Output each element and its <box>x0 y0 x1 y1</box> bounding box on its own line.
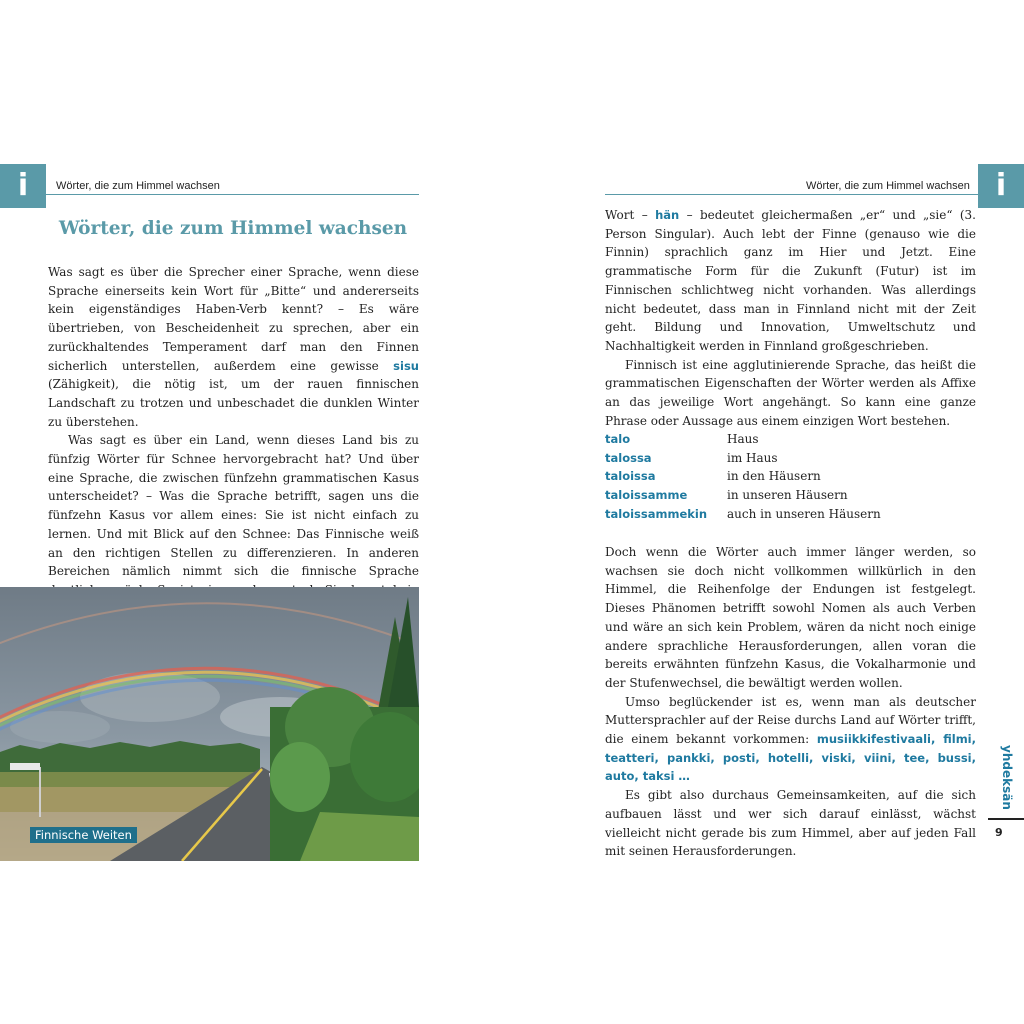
finnish-keyword: musiikkifestivaali, filmi, teatteri, pankki, posti, hotelli, viski, viini, tee, bussi, auto, taksi … <box>605 732 976 784</box>
running-head-right: Wörter, die zum Himmel wachsen <box>806 180 970 192</box>
photo-caption: Finnische Weiten <box>30 827 137 843</box>
finnish-keyword: hän <box>655 208 680 222</box>
header-rule-left <box>46 194 419 195</box>
landscape-photo-rainbow-road <box>0 587 419 861</box>
vocab-row: taloissammekin auch in unseren Häusern <box>605 506 881 521</box>
paragraph: Wort – hän – bedeutet gleichermaßen „er“ und „sie“ (3. Person Singular). Auch lebt der Finne (genauso wie die Finnin) sprachlich ganz im Hier und Jetzt. Eine grammatische Form für die Zukunft (Futur) ist im Finnischen schlichtweg nicht vorhanden. Was allerdings nicht bedeutet, dass man in Finnland nicht mit der Zeit geht. Bildung und Innovation, Umweltschutz und Nachhaltigkeit werden in Finnland großgeschrieben. <box>605 208 976 353</box>
right-body-text-top <box>605 206 976 430</box>
side-page-word: yhdeksän <box>1000 745 1014 810</box>
paragraph: Es gibt also durchaus Gemeinsamkeiten, auf die sich aufbauen lässt und wer sich darauf einlässt, wächst vielleicht nicht gerade bis zum Himmel, aber auf jeden Fall mit seinen Herausforderungen. <box>605 788 976 859</box>
left-body-text <box>48 263 419 637</box>
vocab-row: talossa im Haus <box>605 450 778 465</box>
paragraph: Umso beglückender ist es, wenn man als deutscher Muttersprachler auf der Reise durchs Land auf Wörter trifft, die einem bekannt vorkommen: musiikkifestivaali, filmi, teatteri, pankki, posti, hotelli, viski, viini, tee, bussi, auto, taksi … <box>605 694 976 784</box>
paragraph: Was sagt es über die Sprecher einer Sprache, wenn diese Sprache einerseits kein Wort für „Bitte“ und andererseits kein eigenständiges Haben-Verb kennt? – Es wäre übertrieben, von Bescheidenheit zu sprechen, aber ein zurückhaltendes Temperament darf man den Finnen sicherlich unterstellen, außerdem eine gewisse sisu (Zähigkeit), die nötig ist, um der rauen finnischen Landschaft zu trotzen und unbeschadet die dunklen Winter zu überstehen. <box>48 265 419 429</box>
header-rule-right <box>605 194 978 195</box>
info-icon: i <box>978 164 1024 208</box>
page-number: 9 <box>995 826 1003 839</box>
paragraph: Was sagt es über ein Land, wenn dieses Land bis zu fünfzig Wörter für Schnee hervorgebracht hat? Und über eine Sprache, die zwischen fünfzehn grammatischen Kasus unterscheidet? – Was die Sprache betrifft, sagen uns die fünfzehn Kasus vor allem eines: Sie ist nicht einfach zu lernen. Und mit Blick auf den Schnee: Das Finnische weiß an den richtigen Stellen zu differenzieren. In anderen Bereichen nämlich nimmt sich die finnische Sprache <box>48 433 419 579</box>
paragraph: Finnisch ist eine agglutinierende Sprache, das heißt die grammatischen Eigenschaften der Wörter werden als Affixe an das jeweilige Wort angehängt. So kann eine ganze Phrase oder Aussage aus einem einzigen Wort bestehen. <box>605 357 976 428</box>
vocab-row: talo Haus <box>605 432 759 446</box>
info-icon: i <box>0 164 46 208</box>
running-head-left: Wörter, die zum Himmel wachsen <box>56 180 220 192</box>
right-body-text-bottom <box>605 543 976 861</box>
vocab-table <box>605 430 881 524</box>
page-number-rule <box>988 818 1024 820</box>
vocab-row: taloissa in den Häusern <box>605 469 821 484</box>
vocab-row: taloissamme in unseren Häusern <box>605 488 848 503</box>
page-title: Wörter, die zum Himmel wachsen <box>58 218 408 239</box>
paragraph: Doch wenn die Wörter auch immer länger werden, so wachsen sie doch nicht vollkommen willkürlich in den Himmel, die Reihenfolge der Endungen ist festgelegt. Dieses Phänomen betrifft sowohl Nomen als auch Verben und wäre an sich kein Problem, wären da nicht noch einige andere sprachliche Herausforderungen, allen voran die bereits erwähnten fünfzehn Kasus, die Vokalharmonie und der Stufenwechsel, die bewältigt werden wollen. <box>605 545 976 690</box>
finnish-keyword: sisu <box>393 358 419 373</box>
